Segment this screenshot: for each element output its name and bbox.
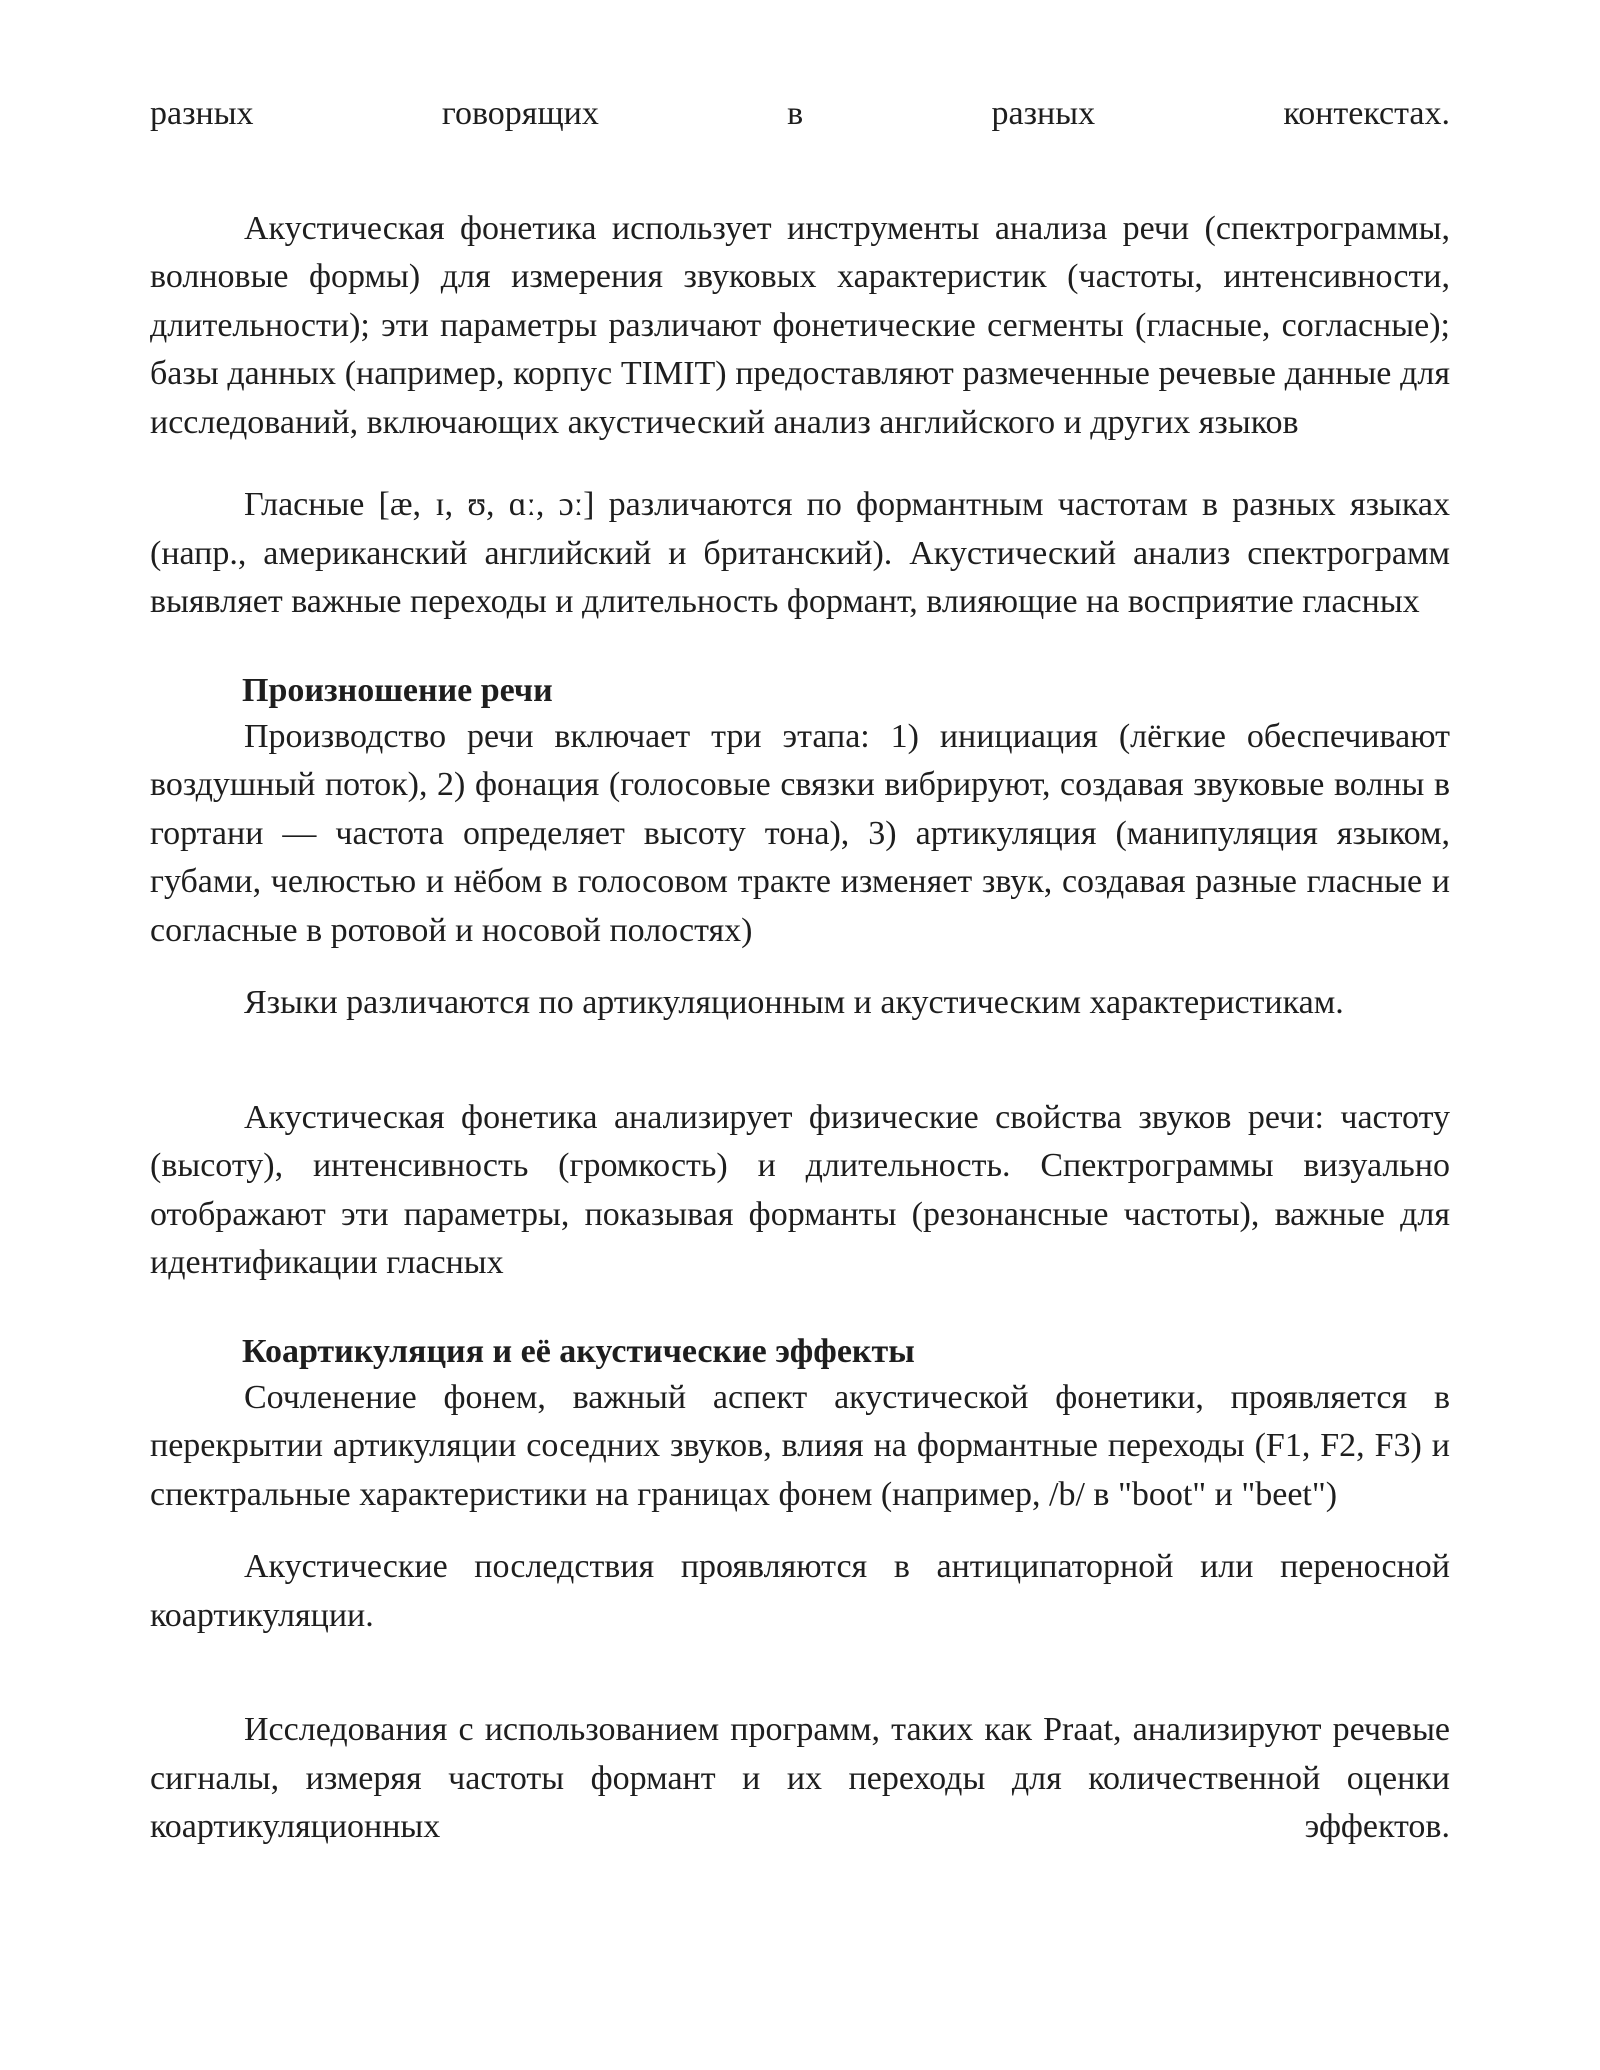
paragraph-languages-differ: Языки различаются по артикуляционным и акустическим характеристикам. xyxy=(244,984,1344,1021)
paragraph-coarticulation: Сочленение фонем, важный аспект акустической фонетики, проявляется в перекрытии артикуляции соседних звуков, влияя на формантные переходы (F1, F2, F3) и спектральные характеристики на границах фонем (например, /b/ в "boot" и "beet") xyxy=(150,1378,1450,1513)
continuation-line: разных говорящих в разных контекстах. xyxy=(150,95,1450,132)
paragraph-acoustic-tools: Акустическая фонетика использует инструменты анализа речи (спектрограммы, волновые формы) для измерения звуковых характеристик (частоты, интенсивности, длительности); эти параметры различают фонетические сегменты (гласные, согласные); базы данных (например, корпус TIMIT) предоставляют размеченные речевые данные для исследований, включающих акустический анализ английского и других языков xyxy=(150,209,1450,441)
paragraph-speech-production: Производство речи включает три этапа: 1) инициация (лёгкие обеспечивают воздушный поток), 2) фонация (голосовые связки вибрируют, создавая звуковые волны в гортани — частота определяет высоту тона), 3) артикуляция (манипуляция языком, губами, челюстью и нёбом в голосовом тракте изменяет звук, создавая разные гласные и согласные в ротовой и носовой полостях) xyxy=(150,717,1450,949)
paragraph-acoustic-consequences: Акустические последствия проявляются в антиципаторной или переносной коартикуляции. xyxy=(150,1548,1450,1634)
heading-speech-production: Произношение речи xyxy=(242,671,553,709)
paragraph-acoustic-properties: Акустическая фонетика анализирует физические свойства звуков речи: частоту (высоту), интенсивность (громкость) и длительность. Спектрограммы визуально отображают эти параметры, показывая форманты (резонансные частоты), важные для идентификации гласных xyxy=(150,1098,1450,1281)
paragraph-vowels: Гласные [æ, ɪ, ʊ, ɑː, ɔː] различаются по формантным частотам в разных языках (напр., американский английский и британский). Акустический анализ спектрограмм выявляет важные переходы и длительность формант, влияющие на восприятие гласных xyxy=(150,486,1450,620)
document-page xyxy=(150,90,1450,1852)
paragraph-praat-research: Исследования с использованием программ, таких как Praat, анализируют речевые сигналы, измеряя частоты формант и их переходы для количественной оценки коартикуляционных эффектов. xyxy=(150,1711,1450,1845)
heading-coarticulation: Коартикуляция и её акустические эффекты xyxy=(242,1332,915,1370)
